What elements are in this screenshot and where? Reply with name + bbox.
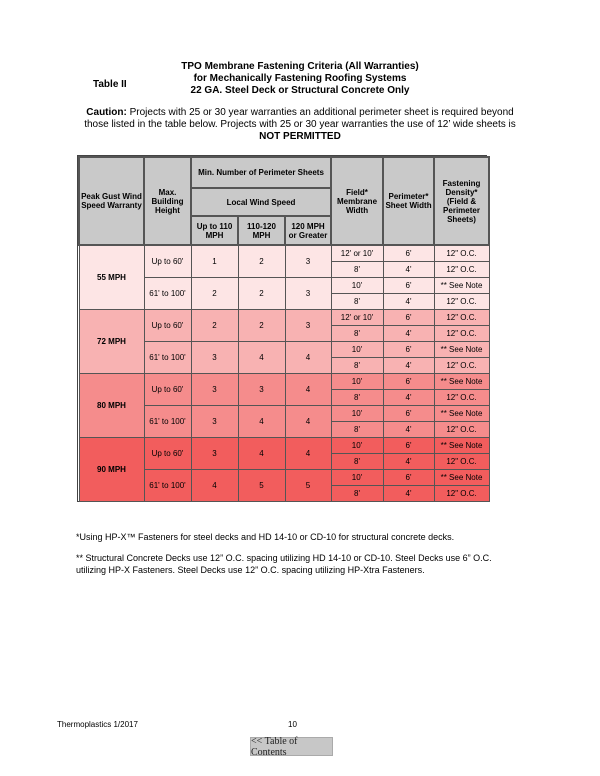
- sheet-count-cell: 4: [191, 469, 238, 501]
- wind-speed-cell: 80 MPH: [79, 373, 144, 437]
- fastening-density-cell: 12" O.C.: [434, 261, 489, 277]
- sheet-count-cell: 4: [285, 437, 331, 469]
- caution-emphasis: NOT PERMITTED: [259, 131, 341, 142]
- fastening-density-cell: ** See Note: [434, 373, 489, 389]
- perimeter-width-cell: 6': [383, 437, 434, 453]
- table-row: [79, 245, 489, 261]
- field-width-cell: 10': [331, 341, 383, 357]
- table-row: [79, 373, 489, 389]
- table-row: [79, 437, 489, 453]
- field-width-cell: 8': [331, 485, 383, 501]
- title-line-3: 22 GA. Steel Deck or Structural Concrete Only: [190, 85, 410, 96]
- sheet-count-cell: 3: [285, 309, 331, 341]
- fastening-density-cell: 12" O.C.: [434, 325, 489, 341]
- wind-speed-cell: 72 MPH: [79, 309, 144, 373]
- building-height-cell: 61' to 100': [144, 341, 191, 373]
- perimeter-width-cell: 4': [383, 453, 434, 469]
- sheet-count-cell: 4: [238, 437, 285, 469]
- caution-label: Caution:: [86, 107, 127, 118]
- field-width-cell: 8': [331, 421, 383, 437]
- sheet-count-cell: 4: [238, 405, 285, 437]
- footer-doc-name: Thermoplastics 1/2017: [57, 720, 138, 729]
- building-height-cell: Up to 60': [144, 373, 191, 405]
- fastening-density-cell: 12" O.C.: [434, 293, 489, 309]
- header-perimeter-width: Perimeter* Sheet Width: [383, 157, 434, 245]
- sheet-count-cell: 3: [238, 373, 285, 405]
- field-width-cell: 10': [331, 277, 383, 293]
- fastening-density-cell: ** See Note: [434, 469, 489, 485]
- perimeter-width-cell: 4': [383, 485, 434, 501]
- perimeter-width-cell: 6': [383, 405, 434, 421]
- sheet-count-cell: 2: [238, 277, 285, 309]
- sheet-count-cell: 2: [238, 245, 285, 277]
- header-110-120: 110-120 MPH: [238, 216, 285, 245]
- building-height-cell: Up to 60': [144, 437, 191, 469]
- sheet-count-cell: 5: [285, 469, 331, 501]
- sheet-count-cell: 4: [285, 373, 331, 405]
- field-width-cell: 8': [331, 453, 383, 469]
- table-label: Table II: [93, 79, 127, 90]
- fastening-density-cell: ** See Note: [434, 437, 489, 453]
- field-width-cell: 10': [331, 405, 383, 421]
- perimeter-width-cell: 4': [383, 261, 434, 277]
- header-min-perimeter: Min. Number of Perimeter Sheets: [191, 157, 331, 188]
- perimeter-width-cell: 4': [383, 357, 434, 373]
- perimeter-width-cell: 6': [383, 309, 434, 325]
- building-height-cell: Up to 60': [144, 309, 191, 341]
- perimeter-width-cell: 6': [383, 277, 434, 293]
- sheet-count-cell: 3: [285, 245, 331, 277]
- fastening-criteria-table: [77, 155, 487, 502]
- fastening-density-cell: ** See Note: [434, 405, 489, 421]
- field-width-cell: 12' or 10': [331, 245, 383, 261]
- sheet-count-cell: 5: [238, 469, 285, 501]
- perimeter-width-cell: 6': [383, 469, 434, 485]
- perimeter-width-cell: 6': [383, 245, 434, 261]
- perimeter-width-cell: 4': [383, 389, 434, 405]
- document-title: [150, 61, 450, 97]
- sheet-count-cell: 3: [191, 405, 238, 437]
- building-height-cell: 61' to 100': [144, 469, 191, 501]
- title-line-2: for Mechanically Fastening Roofing Systems: [193, 73, 407, 84]
- building-height-cell: 61' to 100': [144, 277, 191, 309]
- footnote-fasteners: *Using HP-X™ Fasteners for steel decks and HD 14-10 or CD-10 for structural concrete decks.: [76, 532, 455, 542]
- header-up-to-110: Up to 110 MPH: [191, 216, 238, 245]
- fastening-density-cell: 12" O.C.: [434, 485, 489, 501]
- sheet-count-cell: 4: [285, 405, 331, 437]
- field-width-cell: 8': [331, 389, 383, 405]
- wind-speed-cell: 55 MPH: [79, 245, 144, 309]
- building-height-cell: 61' to 100': [144, 405, 191, 437]
- header-over-120: 120 MPH or Greater: [285, 216, 331, 245]
- header-peak-gust: Peak Gust Wind Speed Warranty: [79, 157, 144, 245]
- fastening-density-cell: 12" O.C.: [434, 389, 489, 405]
- field-width-cell: 8': [331, 261, 383, 277]
- header-local-wind: Local Wind Speed: [191, 188, 331, 216]
- perimeter-width-cell: 4': [383, 293, 434, 309]
- sheet-count-cell: 3: [191, 437, 238, 469]
- perimeter-width-cell: 4': [383, 325, 434, 341]
- fastening-density-cell: 12" O.C.: [434, 245, 489, 261]
- header-field-width: Field* Membrane Width: [331, 157, 383, 245]
- fastening-density-cell: 12" O.C.: [434, 453, 489, 469]
- table-row: [79, 309, 489, 325]
- field-width-cell: 8': [331, 325, 383, 341]
- sheet-count-cell: 2: [191, 277, 238, 309]
- perimeter-width-cell: 4': [383, 421, 434, 437]
- fastening-density-cell: 12" O.C.: [434, 309, 489, 325]
- field-width-cell: 10': [331, 437, 383, 453]
- fastening-density-cell: 12" O.C.: [434, 421, 489, 437]
- sheet-count-cell: 3: [191, 373, 238, 405]
- sheet-count-cell: 4: [285, 341, 331, 373]
- fastening-density-cell: ** See Note: [434, 341, 489, 357]
- fastening-density-cell: ** See Note: [434, 277, 489, 293]
- building-height-cell: Up to 60': [144, 245, 191, 277]
- sheet-count-cell: 3: [191, 341, 238, 373]
- fastening-density-cell: 12" O.C.: [434, 357, 489, 373]
- perimeter-width-cell: 6': [383, 373, 434, 389]
- field-width-cell: 12' or 10': [331, 309, 383, 325]
- field-width-cell: 10': [331, 373, 383, 389]
- sheet-count-cell: 4: [238, 341, 285, 373]
- header-fastening-density: Fastening Density* (Field & Perimeter Sheets): [434, 157, 489, 245]
- caution-text: Projects with 25 or 30 year warranties an additional perimeter sheet is required beyond those listed in the table below. Projects with 25 or 30 year warranties the use of 12’ wide sheets is: [84, 107, 516, 130]
- sheet-count-cell: 2: [191, 309, 238, 341]
- field-width-cell: 8': [331, 357, 383, 373]
- caution-paragraph: [74, 107, 526, 143]
- perimeter-width-cell: 6': [383, 341, 434, 357]
- wind-speed-cell: 90 MPH: [79, 437, 144, 501]
- page-number: 10: [288, 720, 297, 729]
- title-line-1: TPO Membrane Fastening Criteria (All Warranties): [181, 61, 419, 72]
- sheet-count-cell: 3: [285, 277, 331, 309]
- table-of-contents-button[interactable]: << Table of Contents: [250, 737, 333, 756]
- sheet-count-cell: 2: [238, 309, 285, 341]
- field-width-cell: 10': [331, 469, 383, 485]
- header-max-height: Max. Building Height: [144, 157, 191, 245]
- sheet-count-cell: 1: [191, 245, 238, 277]
- footnote-see-note: ** Structural Concrete Decks use 12” O.C. spacing utilizing HD 14-10 or CD-10. Steel Decks use 6” O.C. utilizing HP-X Fasteners. Steel Decks use 12” O.C. spacing utilizing HP-Xtra Fasteners.: [76, 553, 492, 575]
- field-width-cell: 8': [331, 293, 383, 309]
